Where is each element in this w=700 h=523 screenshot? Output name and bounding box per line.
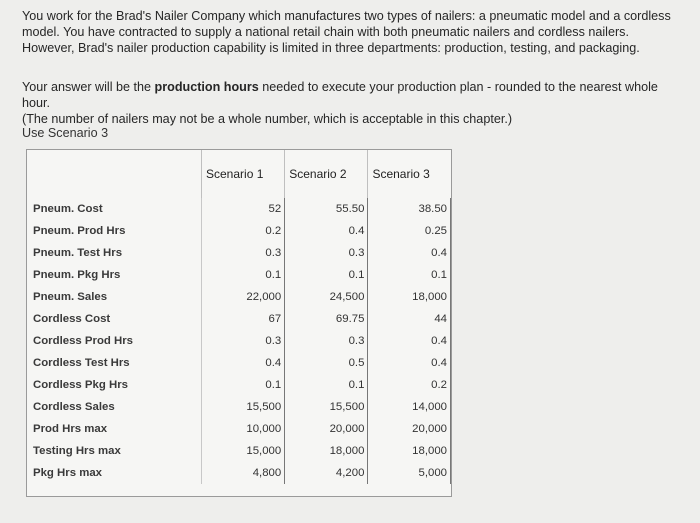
cell-scenario-1[interactable]: 22,000 xyxy=(202,286,285,308)
cell-scenario-2[interactable]: 55.50 xyxy=(285,198,368,220)
table-row xyxy=(27,198,451,220)
row-label: Cordless Pkg Hrs xyxy=(33,379,128,391)
table-row xyxy=(27,440,451,462)
cell-scenario-1[interactable]: 4,800 xyxy=(202,462,285,484)
cell-scenario-1[interactable]: 15,500 xyxy=(202,396,285,418)
cell-scenario-3[interactable]: 18,000 xyxy=(368,440,451,462)
cell-scenario-2[interactable]: 69.75 xyxy=(285,308,368,330)
cell-scenario-2[interactable]: 0.1 xyxy=(285,264,368,286)
table-row xyxy=(27,286,451,308)
table-body xyxy=(27,198,451,484)
scenario-table xyxy=(26,149,452,497)
header-blank xyxy=(27,150,202,198)
cell-scenario-1[interactable]: 15,000 xyxy=(202,440,285,462)
cell-scenario-2[interactable]: 15,500 xyxy=(285,396,368,418)
cell-scenario-3[interactable]: 0.1 xyxy=(368,264,451,286)
header-scenario-1: Scenario 1 xyxy=(202,150,285,198)
row-label: Prod Hrs max xyxy=(33,423,108,435)
table-row xyxy=(27,396,451,418)
table-row xyxy=(27,264,451,286)
table-row xyxy=(27,462,451,484)
instructions-bold: production hours xyxy=(154,80,259,94)
data-table xyxy=(27,150,451,484)
cell-scenario-2[interactable]: 18,000 xyxy=(285,440,368,462)
header-scenario-3: Scenario 3 xyxy=(368,150,451,198)
header-scenario-2: Scenario 2 xyxy=(285,150,368,198)
table-row xyxy=(27,418,451,440)
cell-scenario-3[interactable]: 14,000 xyxy=(368,396,451,418)
instructions-note: (The number of nailers may not be a whole number, which is acceptable in this chapter.) xyxy=(22,112,513,126)
cell-scenario-2[interactable]: 0.3 xyxy=(285,330,368,352)
cell-scenario-3[interactable]: 5,000 xyxy=(368,462,451,484)
row-label: Testing Hrs max xyxy=(33,445,121,457)
cell-scenario-2[interactable]: 0.3 xyxy=(285,242,368,264)
cell-scenario-1[interactable]: 0.2 xyxy=(202,220,285,242)
row-label: Pneum. Sales xyxy=(33,291,108,303)
cell-scenario-2[interactable]: 0.1 xyxy=(285,374,368,396)
cell-scenario-3[interactable]: 44 xyxy=(368,308,451,330)
table-row xyxy=(27,308,451,330)
table-row xyxy=(27,220,451,242)
header-row xyxy=(27,150,451,198)
table-row xyxy=(27,352,451,374)
row-label: Cordless Cost xyxy=(33,313,111,325)
cell-scenario-3[interactable]: 0.4 xyxy=(368,352,451,374)
cell-scenario-2[interactable]: 0.4 xyxy=(285,220,368,242)
row-label: Pkg Hrs max xyxy=(33,467,103,479)
row-label: Pneum. Test Hrs xyxy=(33,247,123,259)
cell-scenario-3[interactable]: 20,000 xyxy=(368,418,451,440)
answer-instructions xyxy=(22,79,682,127)
row-label: Pneum. Cost xyxy=(33,203,103,215)
cell-scenario-1[interactable]: 52 xyxy=(202,198,285,220)
scenario-instruction: Use Scenario 3 xyxy=(22,126,109,140)
cell-scenario-1[interactable]: 0.3 xyxy=(202,242,285,264)
cell-scenario-3[interactable]: 38.50 xyxy=(368,198,451,220)
row-label: Pneum. Prod Hrs xyxy=(33,225,126,237)
instructions-prefix: Your answer will be the xyxy=(22,80,155,94)
cell-scenario-1[interactable]: 0.1 xyxy=(202,374,285,396)
cell-scenario-1[interactable]: 67 xyxy=(202,308,285,330)
problem-description: You work for the Brad's Nailer Company which manufactures two types of nailers: a pneumatic model and a cordless model. You have contracted to supply a national retail chain with both pneumatic nailers and cordless nailers. However, Brad's nailer production capability is limited in three departments: production, testing, and packaging. xyxy=(22,9,671,55)
cell-scenario-1[interactable]: 0.4 xyxy=(202,352,285,374)
instructions-suffix: needed to execute your production plan - rounded to the nearest whole hour. xyxy=(22,80,658,110)
cell-scenario-1[interactable]: 10,000 xyxy=(202,418,285,440)
cell-scenario-3[interactable]: 0.4 xyxy=(368,330,451,352)
cell-scenario-1[interactable]: 0.3 xyxy=(202,330,285,352)
row-label: Cordless Prod Hrs xyxy=(33,335,134,347)
row-label: Pneum. Pkg Hrs xyxy=(33,269,121,281)
cell-scenario-2[interactable]: 20,000 xyxy=(285,418,368,440)
table-row xyxy=(27,242,451,264)
cell-scenario-2[interactable]: 4,200 xyxy=(285,462,368,484)
row-label: Cordless Test Hrs xyxy=(33,357,130,369)
table-row xyxy=(27,374,451,396)
row-label: Cordless Sales xyxy=(33,401,115,413)
cell-scenario-3[interactable]: 18,000 xyxy=(368,286,451,308)
cell-scenario-3[interactable]: 0.2 xyxy=(368,374,451,396)
cell-scenario-2[interactable]: 24,500 xyxy=(285,286,368,308)
cell-scenario-1[interactable]: 0.1 xyxy=(202,264,285,286)
cell-scenario-3[interactable]: 0.25 xyxy=(368,220,451,242)
table-row xyxy=(27,330,451,352)
cell-scenario-2[interactable]: 0.5 xyxy=(285,352,368,374)
cell-scenario-3[interactable]: 0.4 xyxy=(368,242,451,264)
